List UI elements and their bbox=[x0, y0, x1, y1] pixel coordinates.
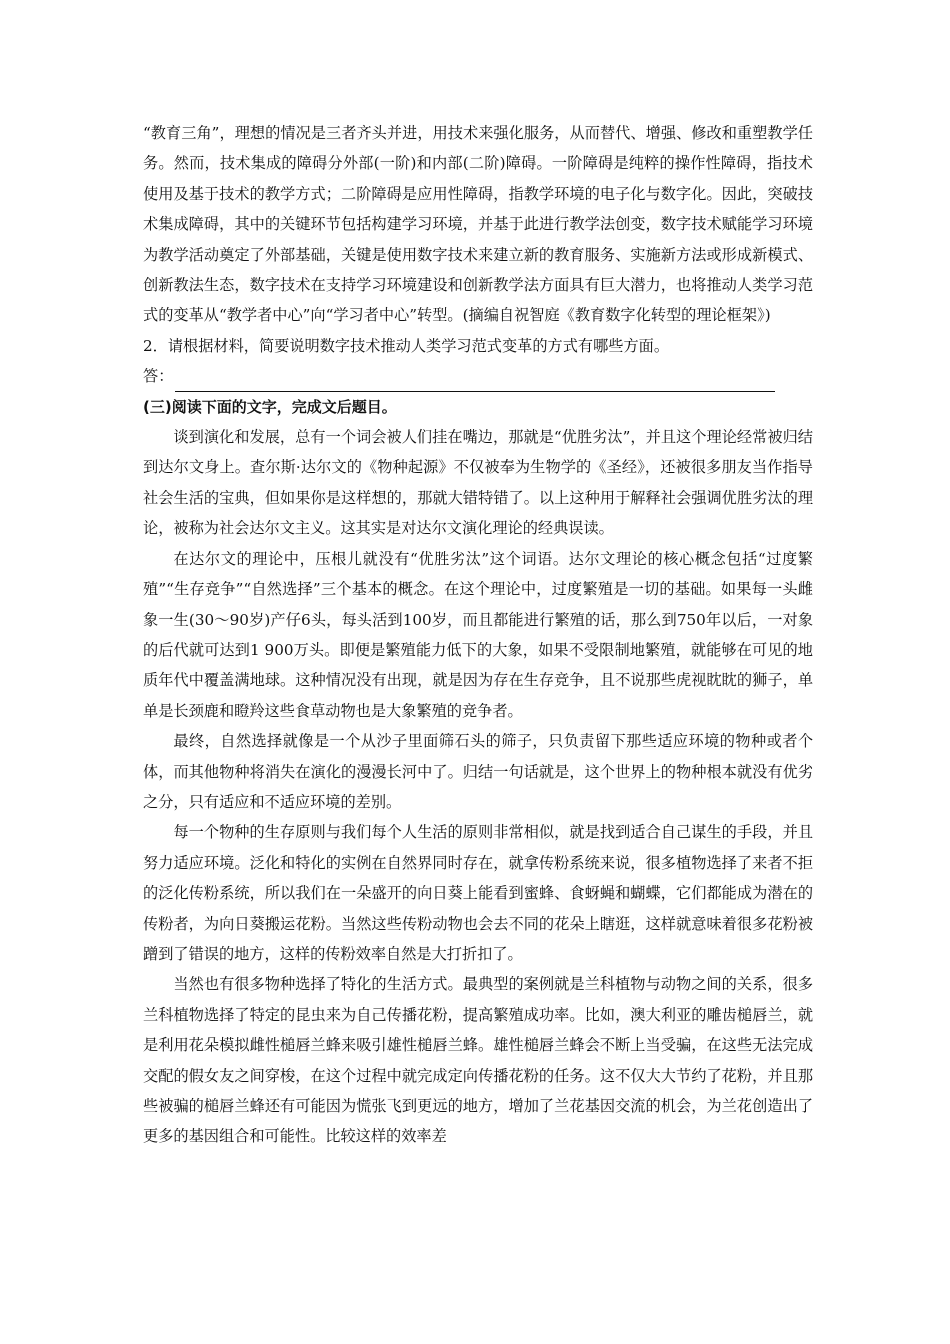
paragraph-1: 谈到演化和发展，总有一个词会被人们挂在嘴边，那就是“优胜劣汰”，并且这个理论经常被归结到达尔文身上。查尔斯·达尔文的《物种起源》不仅被奉为生物学的《圣经》，还被很多朋友当作指导社会生活的宝典，但如果你是这样想的，那就大错特错了。以上这种用于解释社会强调优胜劣汰的理论，被称为社会达尔文主义。这其实是对达尔文演化理论的经典误读。 bbox=[143, 428, 813, 538]
passage-continuation: “教育三角”，理想的情况是三者齐头并进，用技术来强化服务，从而替代、增强、修改和重塑教学任务。然而，技术集成的障碍分外部(一阶)和内部(二阶)障碍。一阶障碍是纯粹的操作性障碍，指技术使用及基于技术的教学方式；二阶障碍是应用性障碍，指教学环境的电子化与数字化。因此，突破技术集成障碍，其中的关键环节包括构建学习环境，并基于此进行教学法创变，数字技术赋能学习环境为教学活动奠定了外部基础，关键是使用数字技术来建立新的教育服务、实施新方法或形成新模式、创新教法生态，数字技术在支持学习环境建设和创新教学法方面具有巨大潜力，也将推动人类学习范式的变革从“教学者中心”向“学习者中心”转型。(摘编自祝智庭《教育数字化转型的理论框架》) bbox=[143, 124, 813, 325]
paragraph-2: 在达尔文的理论中，压根儿就没有“优胜劣汰”这个词语。达尔文理论的核心概念包括“过度繁殖”“生存竞争”“自然选择”三个基本的概念。在这个理论中，过度繁殖是一切的基础。如果每一头雌象一生(30～90岁)产仔6头，每头活到100岁，而且都能进行繁殖的话，那么到750年以后，一对象的后代就可达到1 900万头。即便是繁殖能力低下的大象，如果不受限制地繁殖，就能够在可见的地质年代中覆盖满地球。这种情况没有出现，就是因为存在生存竞争，且不说那些虎视眈眈的狮子，单单是长颈鹿和瞪羚这些食草动物也是大象繁殖的竞争者。 bbox=[143, 549, 813, 720]
paragraph-4: 每一个物种的生存原则与我们每个人生活的原则非常相似，就是找到适合自己谋生的手段，并且努力适应环境。泛化和特化的实例在自然界同时存在，就拿传粉系统来说，很多植物选择了来者不拒的泛化传粉系统，所以我们在一朵盛开的向日葵上能看到蜜蜂、食蚜蝇和蝴蝶，它们都能成为潜在的传粉者，为向日葵搬运花粉。当然这些传粉动物也会去不同的花朵上瞎逛，这样就意味着很多花粉被蹭到了错误的地方，这样的传粉效率自然是大打折扣了。 bbox=[143, 823, 813, 963]
answer-label: 答： bbox=[143, 367, 174, 386]
answer-row bbox=[143, 361, 813, 391]
paragraph-3: 最终，自然选择就像是一个从沙子里面筛石头的筛子，只负责留下那些适应环境的物种或者个体，而其他物种将消失在演化的漫漫长河中了。归结一句话就是，这个世界上的物种根本就没有优劣之分，只有适应和不适应环境的差别。 bbox=[143, 732, 813, 811]
answer-blank-line[interactable] bbox=[175, 371, 775, 392]
section-3-title: (三)阅读下面的文字，完成文后题目。 bbox=[143, 397, 397, 416]
paragraph-5: 当然也有很多物种选择了特化的生活方式。最典型的案例就是兰科植物与动物之间的关系，很多兰科植物选择了特定的昆虫来为自己传播花粉，提高繁殖成功率。比如，澳大利亚的雕齿槌唇兰，就是利用花朵模拟雌性槌唇兰蜂来吸引雄性槌唇兰蜂。雄性槌唇兰蜂会不断上当受骗，在这些无法完成交配的假女友之间穿梭，在这个过程中就完成定向传播花粉的任务。这不仅大大节约了花粉，并且那些被骗的槌唇兰蜂还有可能因为慌张飞到更远的地方，增加了兰花基因交流的机会，为兰花创造出了更多的基因组合和可能性。比较这样的效率差 bbox=[143, 975, 813, 1146]
question-2: 2．请根据材料，简要说明数字技术推动人类学习范式变革的方式有哪些方面。 bbox=[143, 336, 670, 355]
document-page bbox=[143, 118, 813, 1152]
